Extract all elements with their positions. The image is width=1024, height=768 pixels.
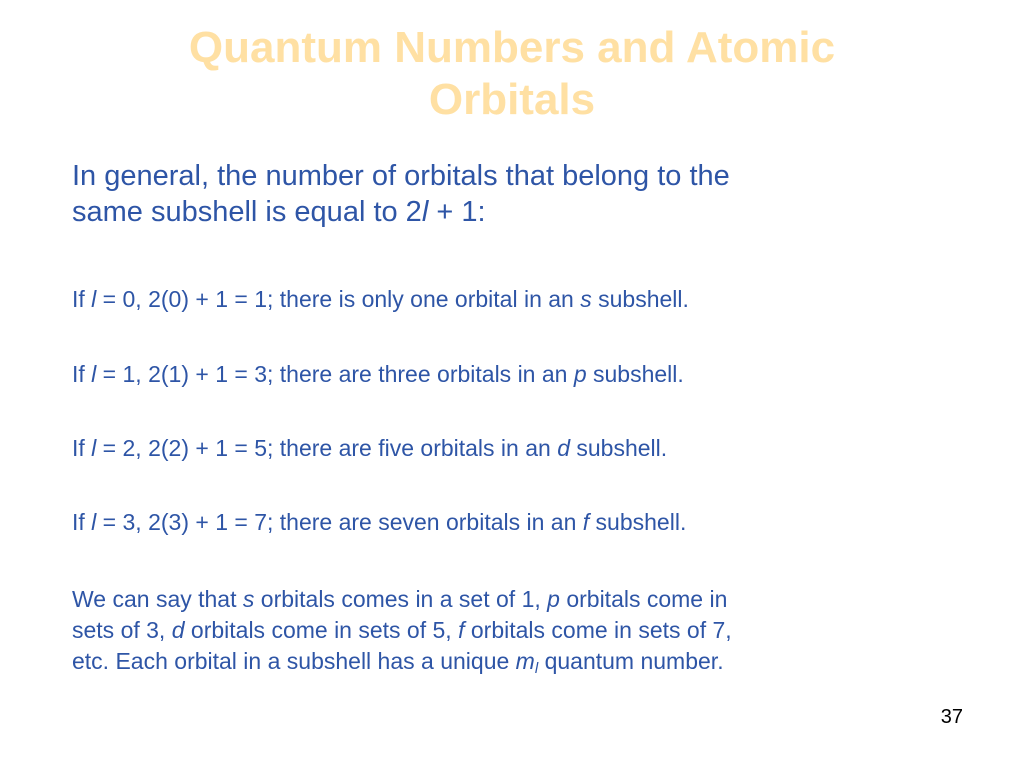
rule-prefix: If — [72, 286, 92, 312]
summary-paragraph — [72, 584, 952, 677]
rule-subshell-letter: d — [557, 435, 570, 461]
rule-s-subshell — [72, 285, 972, 313]
rule-text: = 0, 2(0) + 1 = 1; there is only one orbital in an — [96, 286, 581, 312]
subshell-s: s — [242, 586, 255, 612]
slide-title-line-1: Quantum Numbers and Atomic — [188, 23, 836, 72]
rule-f-subshell — [72, 508, 972, 536]
rule-prefix: If — [72, 361, 92, 387]
rule-suffix: subshell. — [591, 286, 689, 312]
page-number: 37 — [940, 706, 963, 728]
intro-var-l: l — [421, 196, 429, 228]
summary-line-1: We can say that s orbitals comes in a set of 1, p orbitals come in — [72, 586, 728, 612]
intro-paragraph — [72, 158, 952, 230]
magnetic-quantum-number-symbol: m — [515, 648, 535, 674]
rule-var-l: l — [91, 509, 97, 535]
intro-line-2-suffix: + 1: — [428, 196, 486, 228]
rule-suffix: subshell. — [589, 509, 687, 535]
intro-line-2-prefix: same subshell is equal to 2 — [72, 196, 422, 228]
rule-d-subshell — [72, 434, 972, 462]
rule-prefix: If — [72, 435, 92, 461]
intro-line-1: In general, the number of orbitals that belong to the — [72, 160, 730, 192]
rule-text: = 1, 2(1) + 1 = 3; there are three orbitals in an — [96, 361, 574, 387]
summary-line-3: etc. Each orbital in a subshell has a unique $m_l$ quantum number. — [72, 648, 724, 677]
rule-suffix: subshell. — [586, 361, 684, 387]
rule-var-l: l — [91, 361, 97, 387]
slide-title — [0, 22, 1024, 126]
rule-subshell-letter: s — [580, 286, 592, 312]
rule-text: = 3, 2(3) + 1 = 7; there are seven orbitals in an — [96, 509, 583, 535]
subshell-f: f — [458, 617, 465, 643]
subshell-p: p — [547, 586, 560, 612]
summary-line-2: sets of 3, d orbitals come in sets of 5, f orbitals come in sets of 7, — [72, 617, 732, 643]
rule-var-l: l — [91, 286, 97, 312]
magnetic-quantum-number-subscript: l — [534, 660, 539, 677]
rule-prefix: If — [72, 509, 92, 535]
subshell-d: d — [171, 617, 185, 643]
slide-title-line-2: Orbitals — [428, 75, 596, 124]
rule-text: = 2, 2(2) + 1 = 5; there are five orbitals in an — [96, 435, 558, 461]
rule-var-l: l — [91, 435, 97, 461]
rule-suffix: subshell. — [570, 435, 668, 461]
rule-subshell-letter: f — [582, 509, 590, 535]
rule-subshell-letter: p — [573, 361, 587, 387]
rule-p-subshell — [72, 360, 972, 388]
